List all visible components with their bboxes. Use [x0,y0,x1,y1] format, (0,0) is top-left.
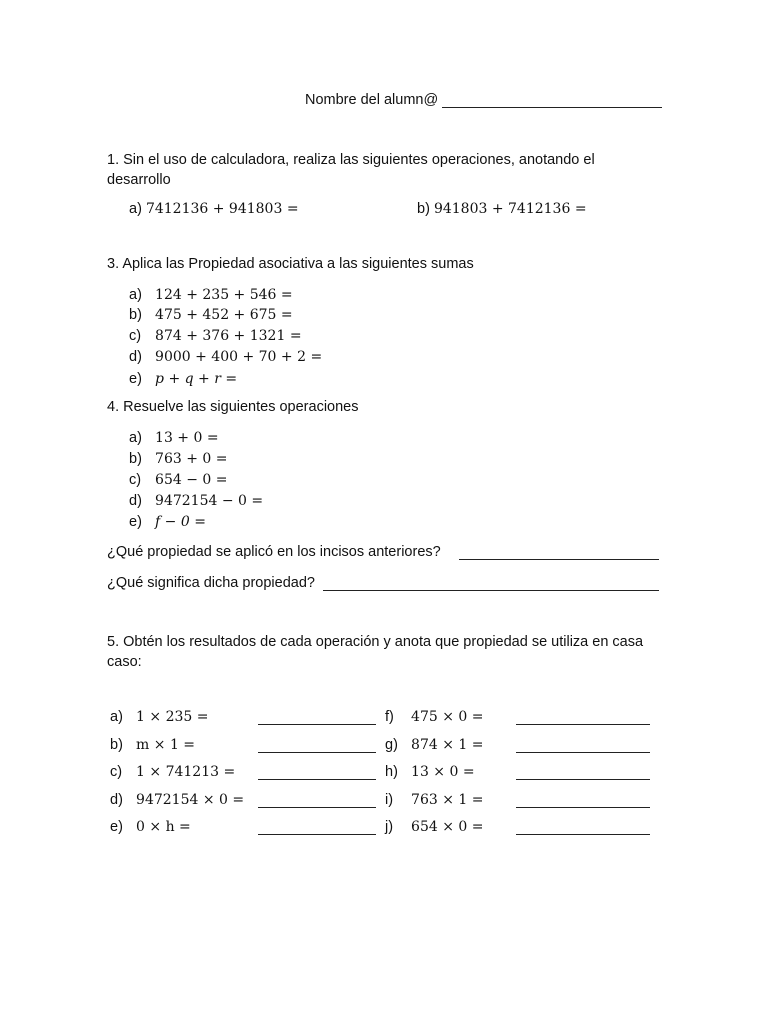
q5-answer-blank-e[interactable] [258,834,376,835]
item-expression: 9000 + 400 + 70 + 2 = [155,349,323,365]
q5-item-h [385,764,475,780]
item-label: f) [385,709,394,725]
q5-item-b [110,737,195,753]
q5-item-j [385,819,483,835]
item-label: j) [385,819,394,835]
item-label: d) [129,349,142,365]
item-label: g) [385,737,398,753]
item-expression: f − 0 = [155,514,206,530]
item-label: d) [129,493,142,509]
q4-prompt: 4. Resuelve las siguientes operaciones [107,399,359,415]
q4-item-b [129,451,227,467]
item-label: a) [129,287,142,303]
item-label: c) [110,764,123,780]
item-expression: 1 × 235 = [136,709,209,725]
q3-item-e [129,371,237,387]
item-expression: 13 + 0 = [155,430,219,446]
q5-answer-blank-f[interactable] [516,724,650,725]
item-expression: 7412136 + 941803 = [145,201,299,217]
item-expression: 475 + 452 + 675 = [155,307,293,323]
item-expression: 1 × 741213 = [136,764,236,780]
q3-item-d [129,349,322,365]
item-expression: 13 × 0 = [411,764,475,780]
q4-item-e [129,514,206,530]
item-expression: 763 + 0 = [155,451,228,467]
item-expression: 763 × 1 = [411,792,484,808]
q4-item-a [129,430,219,446]
item-expression: 654 × 0 = [411,819,484,835]
q4-question-property-applied: ¿Qué propiedad se aplicó en los incisos anteriores? [107,544,441,560]
q5-item-i [385,792,483,808]
item-expression: 9472154 − 0 = [155,493,264,509]
item-expression: 874 + 376 + 1321 = [155,328,302,344]
q5-answer-blank-c[interactable] [258,779,376,780]
q4-answer-blank-1[interactable] [459,559,659,560]
q5-answer-blank-j[interactable] [516,834,650,835]
item-expression: 475 × 0 = [411,709,484,725]
q5-item-d [110,792,244,808]
item-label: h) [385,764,398,780]
q5-answer-blank-i[interactable] [516,807,650,808]
item-expression: p + q + r = [155,371,238,387]
item-label: a) [110,709,123,725]
q1-item-a [129,201,299,217]
q5-answer-blank-a[interactable] [258,724,376,725]
item-label: b) [417,201,430,217]
item-label: c) [129,472,142,488]
item-expression: 654 − 0 = [155,472,228,488]
q5-item-c [110,764,235,780]
item-expression: 0 × h = [136,819,191,835]
item-label: d) [110,792,123,808]
q1-prompt: 1. Sin el uso de calculadora, realiza las siguientes operaciones, anotando el desarrollo [107,152,595,188]
q4-answer-blank-2[interactable] [323,590,659,591]
item-label: b) [129,307,142,323]
item-expression: 124 + 235 + 546 = [155,287,293,303]
item-label: e) [129,371,142,387]
q5-answer-blank-d[interactable] [258,807,376,808]
item-label: b) [110,737,123,753]
item-label: b) [129,451,142,467]
q3-item-a [129,287,293,303]
q4-item-d [129,493,263,509]
q5-answer-blank-g[interactable] [516,752,650,753]
q3-item-b [129,307,293,323]
q3-prompt: 3. Aplica las Propiedad asociativa a las siguientes sumas [107,256,474,272]
q4-question-property-meaning: ¿Qué significa dicha propiedad? [107,575,315,591]
item-label: c) [129,328,142,344]
q5-prompt: 5. Obtén los resultados de cada operación y anota que propiedad se utiliza en casa caso: [107,634,644,670]
q5-item-e [110,819,191,835]
item-label: e) [129,514,142,530]
q5-item-g [385,737,483,753]
item-expression: 9472154 × 0 = [136,792,245,808]
item-expression: m × 1 = [136,737,196,753]
q5-item-f [385,709,483,725]
item-expression: 874 × 1 = [411,737,484,753]
item-expression: 941803 + 7412136 = [433,201,587,217]
q5-item-a [110,709,208,725]
q1-item-b [417,201,587,217]
item-label: a) [129,201,142,217]
item-label: a) [129,430,142,446]
item-label: e) [110,819,123,835]
q5-answer-blank-h[interactable] [516,779,650,780]
q3-item-c [129,328,302,344]
q4-item-c [129,472,227,488]
q5-answer-blank-b[interactable] [258,752,376,753]
item-label: i) [385,792,394,808]
student-name-blank[interactable] [442,107,662,108]
student-name-label: Nombre del alumn@ [305,92,439,108]
